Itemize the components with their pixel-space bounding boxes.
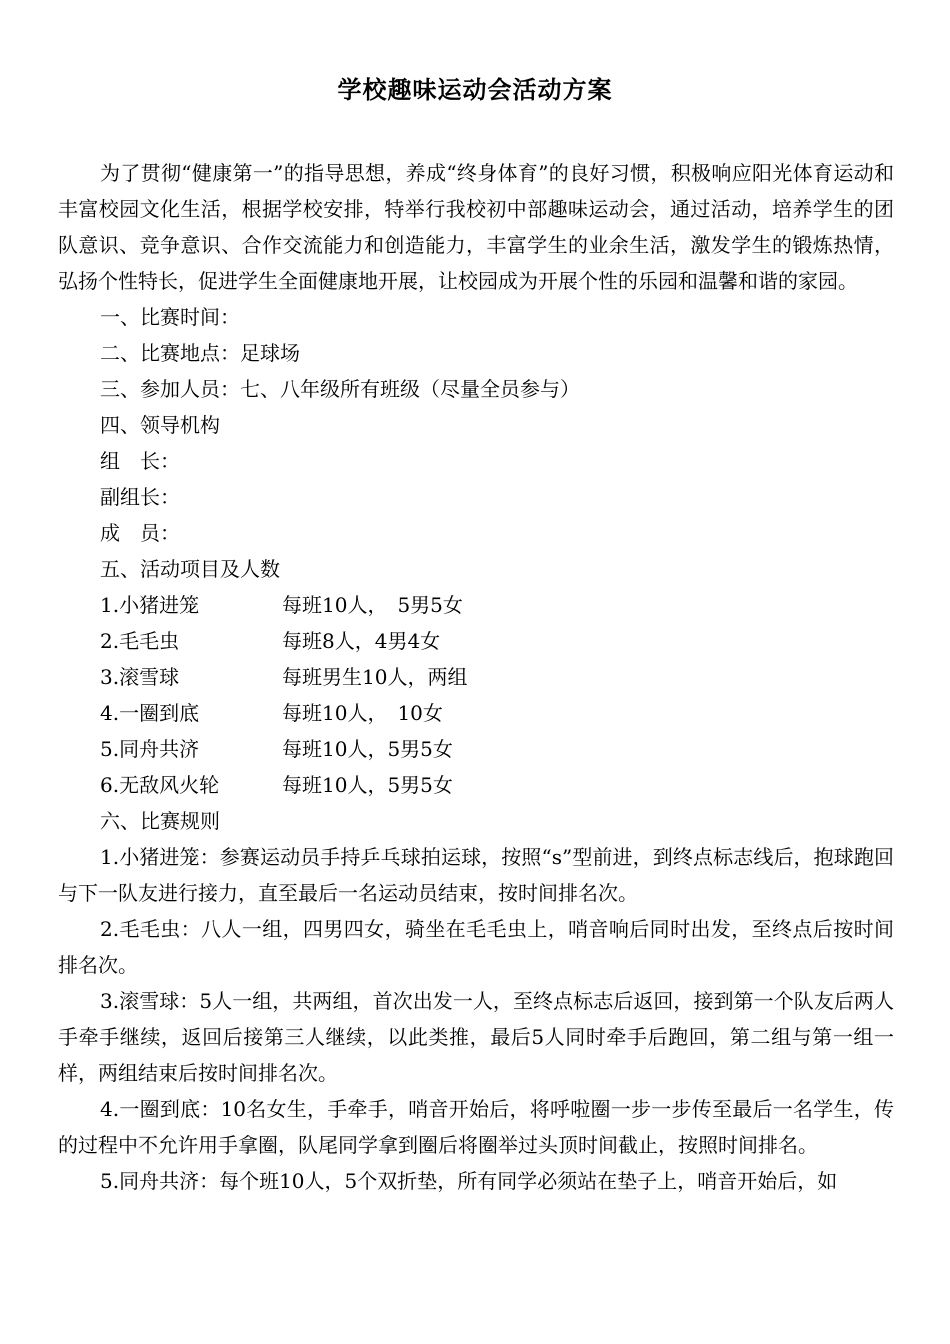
event-name: 2.毛毛虫 bbox=[100, 629, 180, 653]
page-title: 学校趣味运动会活动方案 bbox=[337, 76, 613, 104]
leader-line: 组 长： bbox=[100, 449, 180, 473]
event-count: 每班10人，5男5女 bbox=[282, 737, 453, 761]
intro-paragraph: 为了贯彻“健康第一”的指导思想，养成“终身体育”的良好习惯，积极响应阳光体育运动和丰富校园文化生活，根据学校安排，特举行我校初中部趣味运动会，通过活动，培养学生的团队意识、竞争意识、合作交流能力和创造能力，丰富学生的业余生活，激发学生的锻炼热情，弘扬个性特长，促进学生全面健康地开展，让校园成为开展个性的乐园和温馨和谐的家园。 bbox=[58, 161, 894, 293]
event-name: 1.小猪进笼 bbox=[100, 593, 200, 617]
event-name: 6.无敌风火轮 bbox=[100, 773, 220, 797]
event-name: 4.一圈到底 bbox=[100, 701, 200, 725]
event-item bbox=[58, 767, 894, 803]
event-item bbox=[58, 731, 894, 767]
event-count: 每班8人，4男4女 bbox=[282, 629, 441, 653]
event-item bbox=[58, 623, 894, 659]
event-count: 每班10人， 10女 bbox=[282, 701, 443, 725]
deputy-leader-line: 副组长： bbox=[100, 485, 180, 509]
event-item bbox=[58, 695, 894, 731]
event-count: 每班10人， 5男5女 bbox=[282, 593, 463, 617]
section-participants: 三、参加人员：七、八年级所有班级（尽量全员参与） bbox=[100, 377, 580, 401]
rule-paragraph: 1.小猪进笼：参赛运动员手持乒乓球拍运球，按照“s”型前进，到终点标志线后，抱球跑回与下一队友进行接力，直至最后一名运动员结束，按时间排名次。 bbox=[58, 845, 894, 905]
rule-paragraph: 3.滚雪球：5人一组，共两组，首次出发一人，至终点标志后返回，接到第一个队友后两人手牵手继续，返回后接第三人继续，以此类推，最后5人同时牵手后跑回，第二组与第一组一样，两组结束后按时间排名次。 bbox=[58, 989, 894, 1085]
rule-paragraph: 4.一圈到底：10名女生，手牵手，哨音开始后，将呼啦圈一步一步传至最后一名学生，传的过程中不允许用手拿圈，队尾同学拿到圈后将圈举过头顶时间截止，按照时间排名。 bbox=[58, 1097, 894, 1157]
event-count: 每班男生10人，两组 bbox=[282, 665, 468, 689]
section-place: 二、比赛地点：足球场 bbox=[100, 341, 300, 365]
section-events: 五、活动项目及人数 bbox=[100, 557, 280, 581]
rule-paragraph: 2.毛毛虫：八人一组，四男四女，骑坐在毛毛虫上，哨音响后同时出发，至终点后按时间排名次。 bbox=[58, 917, 894, 977]
document-body bbox=[58, 155, 894, 1199]
section-time: 一、比赛时间： bbox=[100, 305, 240, 329]
event-item bbox=[58, 587, 894, 623]
section-rules: 六、比赛规则 bbox=[100, 809, 220, 833]
section-leadership: 四、领导机构 bbox=[100, 413, 220, 437]
members-line: 成 员： bbox=[100, 521, 180, 545]
event-name: 3.滚雪球 bbox=[100, 665, 180, 689]
rule-paragraph: 5.同舟共济：每个班10人，5个双折垫，所有同学必须站在垫子上，哨音开始后，如 bbox=[100, 1169, 838, 1193]
event-item bbox=[58, 659, 894, 695]
event-count: 每班10人，5男5女 bbox=[282, 773, 453, 797]
event-name: 5.同舟共济 bbox=[100, 737, 200, 761]
